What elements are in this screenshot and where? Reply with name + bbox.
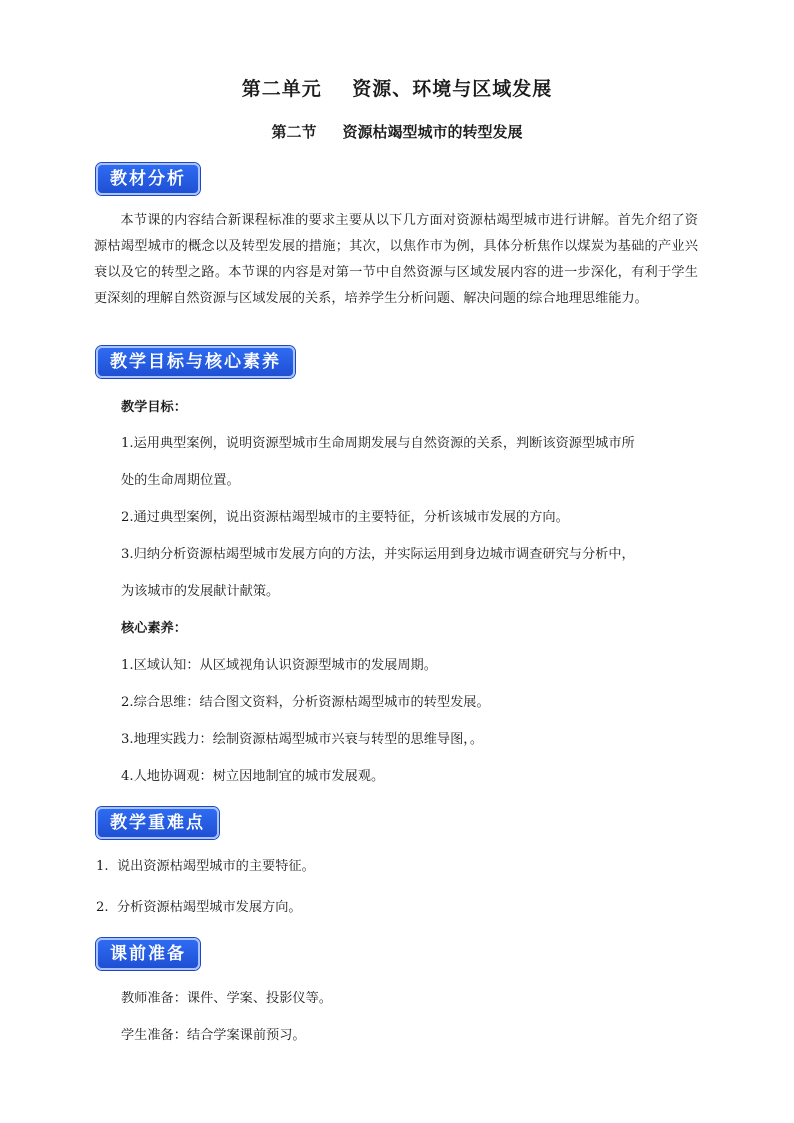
student-preparation: 学生准备：结合学案课前预习。 [121,1028,306,1043]
difficulties-heading-badge: 教学重难点 [96,807,219,839]
core-label: 核心素养： [121,621,187,636]
unit-title: 第二单元 资源、环境与区域发展 [241,78,553,100]
core-3: 3.地理实践力：绘制资源枯竭型城市兴衰与转型的思维导图，。 [121,732,484,747]
preparation-heading-badge: 课前准备 [96,938,200,970]
analysis-paragraph: 本节课的内容结合新课程标准的要求主要从以下几方面对资源枯竭型城市进行讲解。首先介绍了资源枯竭型城市的概念以及转型发展的措施；其次，以焦作市为例，具体分析焦作以煤炭为基础的产业兴衰以及它的转型之路。本节课的内容是对第一节中自然资源与区域发展内容的进一步深化，有利于学生更深刻的理解自然资源与区域发展的关系，培养学生分析问题、解决问题的综合地理思维能力。 [94,213,698,306]
core-2: 2.综合思维：结合图文资料，分析资源枯竭型城市的转型发展。 [121,695,490,710]
goal-3-line-b: 为该城市的发展献计献策。 [121,584,280,599]
goals-label: 教学目标： [121,400,187,415]
goal-3-line-a: 3.归纳分析资源枯竭型城市发展方向的方法，并实际运用到身边城市调查研究与分析中， [121,547,635,562]
section-name: 资源枯竭型城市的转型发展 [342,123,523,141]
goal-2: 2.通过典型案例，说出资源枯竭型城市的主要特征，分析该城市发展的方向。 [121,510,569,525]
goal-1-line-b: 处的生命周期位置。 [121,473,240,488]
section-number: 第二节 [271,123,317,141]
difficulty-1: 1. 说出资源枯竭型城市的主要特征。 [96,859,315,874]
analysis-heading-badge: 教材分析 [96,163,200,195]
difficulty-2: 2. 分析资源枯竭型城市发展方向。 [96,900,302,915]
teacher-preparation: 教师准备：课件、学案、投影仪等。 [121,991,332,1006]
objectives-heading-badge: 教学目标与核心素养 [96,346,295,378]
core-4: 4.人地协调观：树立因地制宜的城市发展观。 [121,769,385,784]
section-title [0,121,794,142]
goal-1-line-a: 1.运用典型案例，说明资源型城市生命周期发展与自然资源的关系，判断该资源型城市所 [121,436,635,451]
core-1: 1.区域认知：从区域视角认识资源型城市的发展周期。 [121,658,437,673]
